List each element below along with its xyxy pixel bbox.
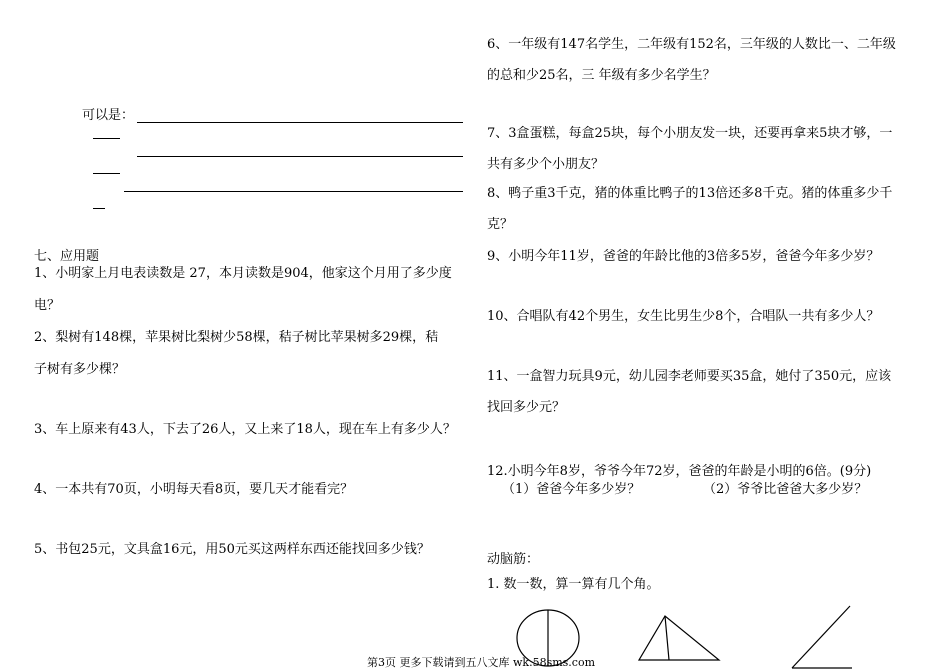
angle-figure bbox=[790, 604, 854, 670]
triangle-angle-figure bbox=[633, 612, 725, 668]
question-3: 3、车上原来有43人，下去了26人，又上来了18人，现在车上有多少人？ bbox=[34, 422, 456, 437]
question-7-line-1: 7、3盒蛋糕，每盒25块，每个小朋友发一块，还要再拿来5块才够，一 bbox=[487, 126, 893, 141]
brain-teaser-question-1: 1. 数一数，算一算有几个角。 bbox=[487, 577, 660, 592]
question-4: 4、一本共有70页，小明每天看8页，要几天才能看完？ bbox=[34, 482, 354, 497]
question-12-sub-1: （1）爸爸今年多少岁？ bbox=[502, 482, 641, 497]
question-2-line-1: 2、梨树有148棵，苹果树比梨树少58棵，秸子树比苹果树多29棵，秸 bbox=[34, 330, 439, 345]
question-5: 5、书包25元，文具盒16元，用50元买这两样东西还能找回多少钱？ bbox=[34, 542, 430, 557]
question-11-line-2: 找回多少元？ bbox=[487, 400, 566, 415]
question-11-line-1: 11、一盒智力玩具9元，幼儿园李老师要买35盒，她付了350元，应该 bbox=[487, 369, 892, 384]
blank-dash-1 bbox=[93, 138, 120, 139]
question-8-line-1: 8、鸭子重3千克，猪的体重比鸭子的13倍还多8千克。猪的体重多少千 bbox=[487, 186, 893, 201]
question-9: 9、小明今年11岁，爸爸的年龄比他的3倍多5岁，爸爸今年多少岁？ bbox=[487, 249, 880, 264]
question-6-line-2: 的总和少25名，三 年级有多少名学生？ bbox=[487, 68, 716, 83]
page-footer: 第3页 更多下载请到五八文库 wk.58sms.com bbox=[367, 656, 595, 669]
blank-dash-2 bbox=[93, 173, 120, 174]
blank-line-1[interactable] bbox=[137, 122, 463, 123]
question-10: 10、合唱队有42个男生，女生比男生少8个，合唱队一共有多少人？ bbox=[487, 309, 880, 324]
section-title: 七、应用题 bbox=[34, 249, 100, 264]
question-12: 12.小明今年8岁，爷爷今年72岁，爸爸的年龄是小明的6倍。(9分) bbox=[487, 464, 872, 479]
brain-teaser-title: 动脑筋： bbox=[487, 552, 540, 567]
blank-dash-3 bbox=[93, 208, 105, 209]
question-2-line-2: 子树有多少棵？ bbox=[34, 362, 126, 377]
question-12-sub-2: （2）爷爷比爸爸大多少岁？ bbox=[703, 482, 868, 497]
fill-label: 可以是： bbox=[82, 108, 135, 123]
question-1-line-1: 1、小明家上月电表读数是 27，本月读数是904，他家这个月用了多少度 bbox=[34, 266, 452, 281]
blank-line-2[interactable] bbox=[137, 156, 463, 157]
question-7-line-2: 共有多少个小朋友？ bbox=[487, 157, 605, 172]
blank-line-3[interactable] bbox=[124, 191, 463, 192]
question-1-line-2: 电？ bbox=[34, 298, 61, 313]
question-8-line-2: 克？ bbox=[487, 217, 514, 232]
question-6-line-1: 6、一年级有147名学生，二年级有152名，三年级的人数比一、二年级 bbox=[487, 37, 896, 52]
